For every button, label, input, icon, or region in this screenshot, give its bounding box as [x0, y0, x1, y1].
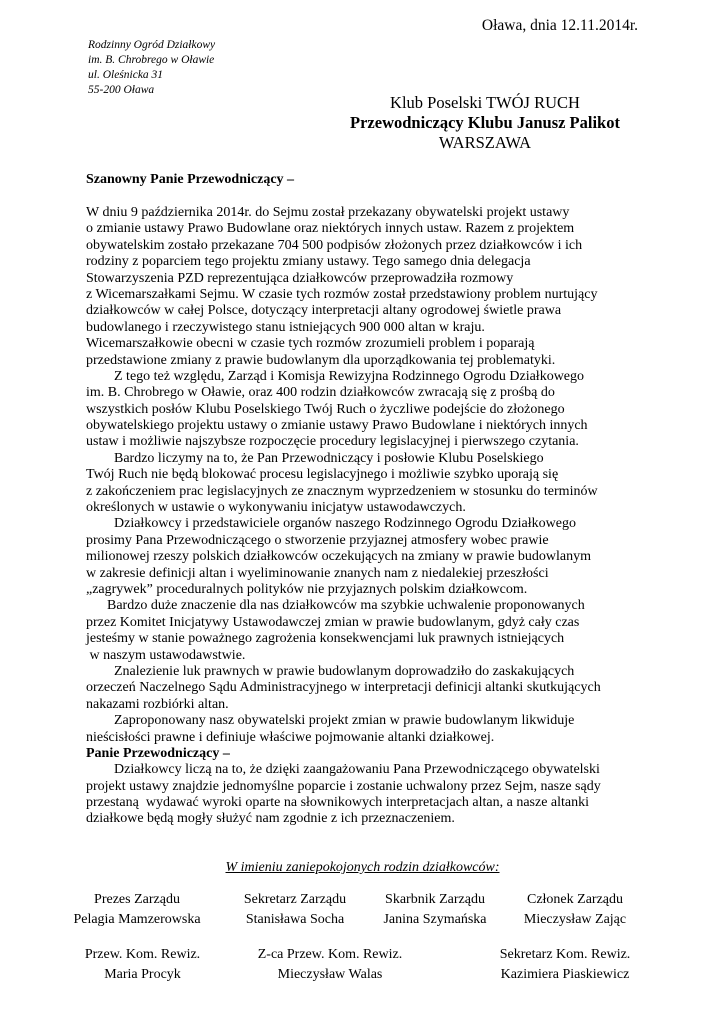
body-line: Bardzo duże znaczenie dla nas działkowców ma szybkie uchwalenie proponowanych — [86, 598, 585, 614]
body-line: w zakresie definicji altan i wyeliminowanie znanych nam z niedalekiej przeszłości — [86, 565, 549, 581]
body-line: obywatelskim zostało przekazane 704 500 podpisów złożonych przez działkowców i ich — [86, 237, 583, 253]
body-line: działkowców w całej Polsce, dotyczący interpretacji altany ogrodowej świetle prawa — [86, 303, 562, 319]
signature-name: Mieczysław Walas — [277, 967, 383, 982]
signature-role: Sekretarz Zarządu — [243, 892, 347, 907]
sender-line: im. B. Chrobrego w Oławie — [88, 54, 215, 66]
sender-line: ul. Oleśnicka 31 — [88, 69, 164, 81]
body-line: im. B. Chrobrego w Oławie, oraz 400 rodzin działkowców zwracają się z prośbą do — [86, 385, 555, 401]
signature-name: Pelagia Mamzerowska — [73, 912, 201, 927]
body-line: nieścisłości prawne i definiuje właściwe pojmowanie altanki działkowej. — [86, 729, 495, 745]
recipient-club: Klub Poselski TWÓJ RUCH — [390, 93, 580, 112]
body-line: budowlanego i rzeczywistego stanu istniejących 900 000 altan w kraju. — [86, 319, 485, 335]
signature-name: Kazimiera Piaskiewicz — [500, 967, 630, 982]
signature-name: Stanisława Socha — [245, 912, 345, 927]
greeting: Szanowny Panie Przewodniczący – — [86, 172, 295, 187]
final-line: Działkowcy liczą na to, że dzięki zaangażowaniu Pana Przewodniczącego obywatelski — [86, 762, 600, 778]
signature-block — [72, 890, 202, 930]
body-line: Stowarzyszenia PZD reprezentująca działkowców przeprowadziła rozmowy — [86, 270, 514, 286]
body-line: obywatelskiego projektu ustawy o zmianie ustawy Prawo Budowlane i niektórych innych — [86, 418, 588, 434]
body-line: Wicemarszałkowie obecni w czasie tych rozmów zrozumieli problem i poparają — [86, 336, 535, 352]
signature-name: Maria Procyk — [104, 967, 181, 982]
body-line: Działkowcy i przedstawiciele organów naszego Rodzinnego Ogrodu Działkowego — [86, 516, 576, 532]
recipient-chairman: Przewodniczący Klubu Janusz Palikot — [350, 113, 620, 132]
letter-body — [86, 205, 646, 828]
body-line: W dniu 9 października 2014r. do Sejmu został przekazany obywatelski projekt ustawy — [86, 205, 570, 220]
recipient-address — [330, 93, 640, 153]
sender-line: 55-200 Oława — [88, 84, 155, 96]
signature-role: Skarbnik Zarządu — [385, 892, 485, 907]
body-line: Bardzo liczymy na to, że Pan Przewodniczący i posłowie Klubu Poselskiego — [86, 450, 544, 466]
second-salutation: Panie Przewodniczący – — [86, 745, 230, 761]
body-line: prosimy Pana Przewodniczącego o stworzenie przyjaznej atmosfery wobec prawie — [86, 532, 549, 548]
body-line: określonych w ustawie o wykonywaniu inicjatyw ustawodawczych. — [86, 500, 466, 516]
body-line: rodziny z poparciem tego projektu zmiany ustawy. Tego samego dnia delegacja — [86, 254, 531, 270]
sender-address — [88, 38, 215, 98]
signature-block — [245, 945, 415, 985]
signature-block — [230, 890, 360, 930]
body-line: z Wicemarszałkami Sejmu. W czasie tych rozmów został przedstawiony problem nurtujący — [86, 286, 598, 302]
body-line: orzeczeń Naczelnego Sądu Administracyjnego w interpretacji definicji altanki skutkujących — [86, 680, 601, 696]
body-line: z zakończeniem prac legislacyjnych ze znacznym wyprzedzeniem w stosunku do terminów — [86, 483, 598, 499]
body-line: przez Komitet Inicjatywy Ustawodawczej zmian w prawie budowlanym, gdyż cały czas — [86, 614, 580, 630]
signature-block — [485, 945, 645, 985]
body-line: wszystkich posłów Klubu Poselskiego Twój Ruch o życzliwe podejście do złożonego — [86, 401, 565, 417]
signature-name: Mieczysław Zając — [523, 912, 627, 927]
signature-block — [80, 945, 205, 985]
recipient-city: WARSZAWA — [438, 133, 532, 152]
body-line: Znalezienie luk prawnych w prawie budowlanym doprowadziło do zaskakujących — [86, 663, 575, 679]
body-line: przedstawione zmiany z prawie budowlanym dla uporządkowania tej problematyki. — [86, 352, 556, 368]
body-line: „zagrywek” proceduralnych polityków nie przyjaznych polskim działkowcom. — [86, 581, 528, 597]
body-line: ustaw i możliwie najszybsze rozpoczęcie procedury legislacyjnej i pierwszego czytania. — [86, 434, 579, 450]
body-line: Z tego też względu, Zarząd i Komisja Rewizyjna Rodzinnego Ogrodu Działkowego — [86, 368, 585, 384]
body-line: w naszym ustawodawstwie. — [86, 647, 246, 663]
closing-line: W imieniu zaniepokojonych rodzin działkowców: — [225, 860, 500, 875]
signature-name: Janina Szymańska — [383, 912, 487, 927]
signature-block — [370, 890, 500, 930]
body-line: milionowej rzeszy polskich działkowców oczekujących na zmiany w prawie budowlanym — [86, 549, 592, 565]
body-line: jesteśmy w stanie poważnego zagrożenia konsekwencjami luk prawnych istniejących — [86, 631, 565, 647]
body-line: o zmianie ustawy Prawo Budowlane oraz niektórych innych ustaw. Razem z projektem — [86, 221, 575, 237]
final-line: działkowe będą mogły służyć nam zgodnie z ich przeznaczeniem. — [86, 811, 455, 827]
body-line: nakazami rozbiórki altan. — [86, 696, 229, 712]
sender-line: Rodzinny Ogród Działkowy — [88, 39, 216, 51]
signature-role: Prezes Zarządu — [94, 892, 180, 907]
body-line: Zaproponowany nasz obywatelski projekt zmian w prawie budowlanym likwiduje — [86, 713, 575, 729]
signature-role: Z-ca Przew. Kom. Rewiz. — [257, 947, 403, 962]
signature-role: Przew. Kom. Rewiz. — [84, 947, 201, 962]
signature-block — [505, 890, 645, 930]
signature-role: Członek Zarządu — [526, 892, 623, 907]
signature-role: Sekretarz Kom. Rewiz. — [499, 947, 631, 962]
final-line: przestaną wydawać wyroki oparte na słownikowych interpretacjach altan, a nasze altanki — [86, 795, 590, 811]
body-line: Twój Ruch nie będą blokować procesu legislacyjnego i możliwie szybko uporają się — [86, 467, 559, 483]
date-line: Oława, dnia 12.11.2014r. — [481, 17, 638, 34]
final-line: projekt ustawy znajdzie jednomyślne poparcie i zostanie uchwalony przez Sejm, nasze sądy — [86, 778, 601, 794]
